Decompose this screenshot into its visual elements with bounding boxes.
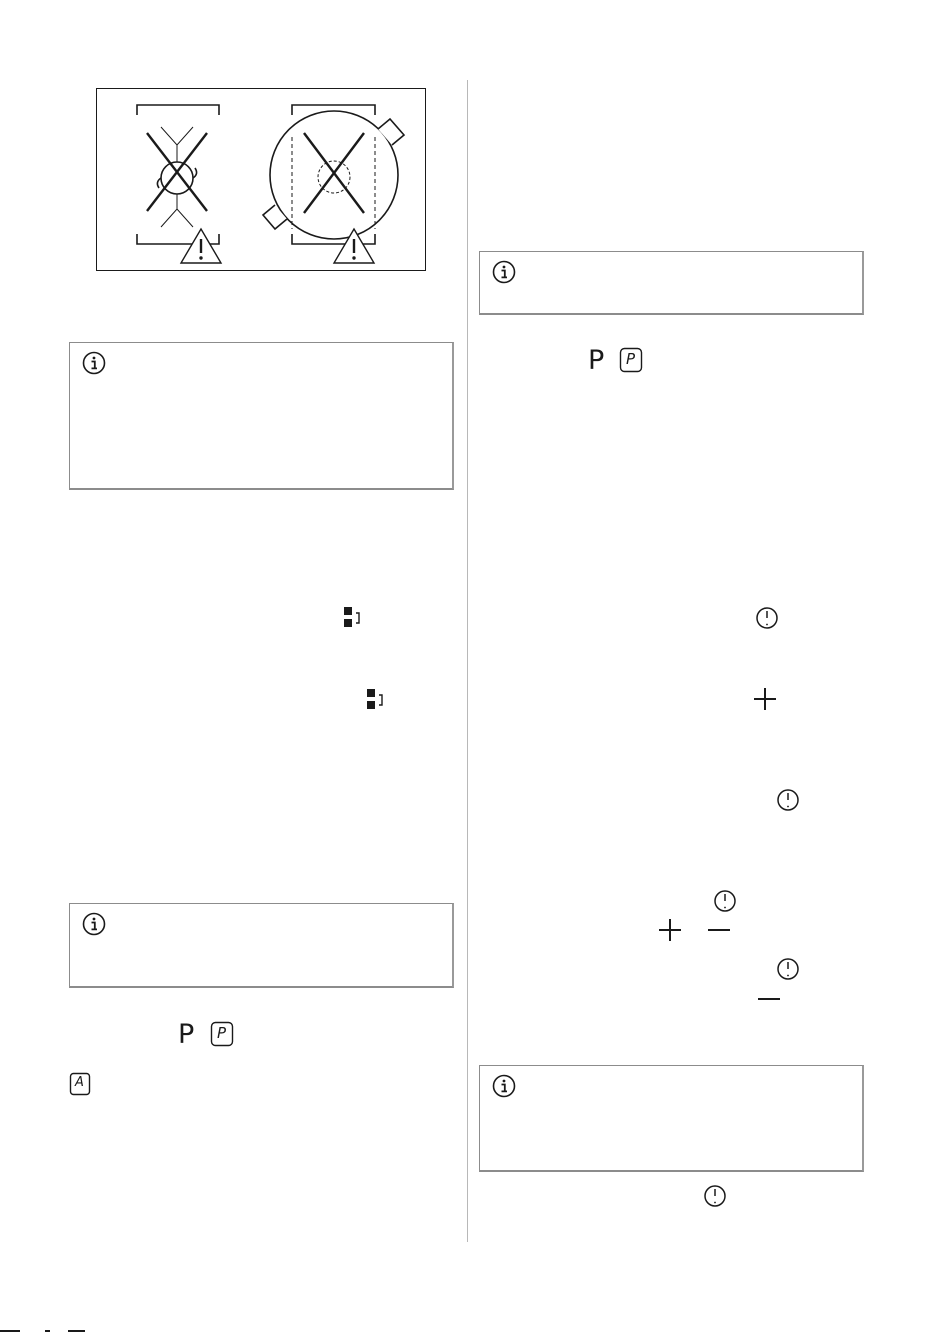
right-cooking-zone [263, 105, 404, 244]
timer-icon [755, 606, 779, 630]
info-icon [82, 912, 106, 936]
a-display-letter: A [75, 1075, 84, 1090]
column-divider [467, 80, 468, 1242]
info-note-box [69, 903, 454, 988]
letter-p: P [588, 345, 605, 376]
letter-p: P [178, 1019, 195, 1050]
minus-icon [706, 917, 732, 943]
p-key-letter: P [217, 1024, 227, 1042]
minus-icon [756, 986, 782, 1012]
timer-icon [776, 788, 800, 812]
cropped-footer-marks [0, 1318, 100, 1324]
info-note-box [479, 251, 864, 315]
info-icon [492, 260, 516, 284]
timer-icon [703, 1184, 727, 1208]
info-note-box [69, 342, 454, 490]
info-icon [82, 351, 106, 375]
plus-icon [657, 917, 683, 943]
warning-triangle-icon [181, 229, 221, 263]
p-key-symbol [210, 1021, 234, 1047]
warning-triangle-icon [334, 229, 374, 263]
info-note-box [479, 1065, 864, 1172]
left-cooking-zone [137, 105, 219, 244]
p-key-symbol [619, 347, 643, 373]
info-icon [492, 1074, 516, 1098]
a-display-symbol [69, 1072, 91, 1096]
timer-icon [776, 957, 800, 981]
power-display-symbol [342, 605, 364, 631]
cookware-illustration [96, 88, 426, 271]
p-key-letter: P [626, 350, 636, 368]
timer-icon [713, 889, 737, 913]
plus-icon [752, 686, 778, 712]
power-display-symbol [365, 687, 387, 713]
